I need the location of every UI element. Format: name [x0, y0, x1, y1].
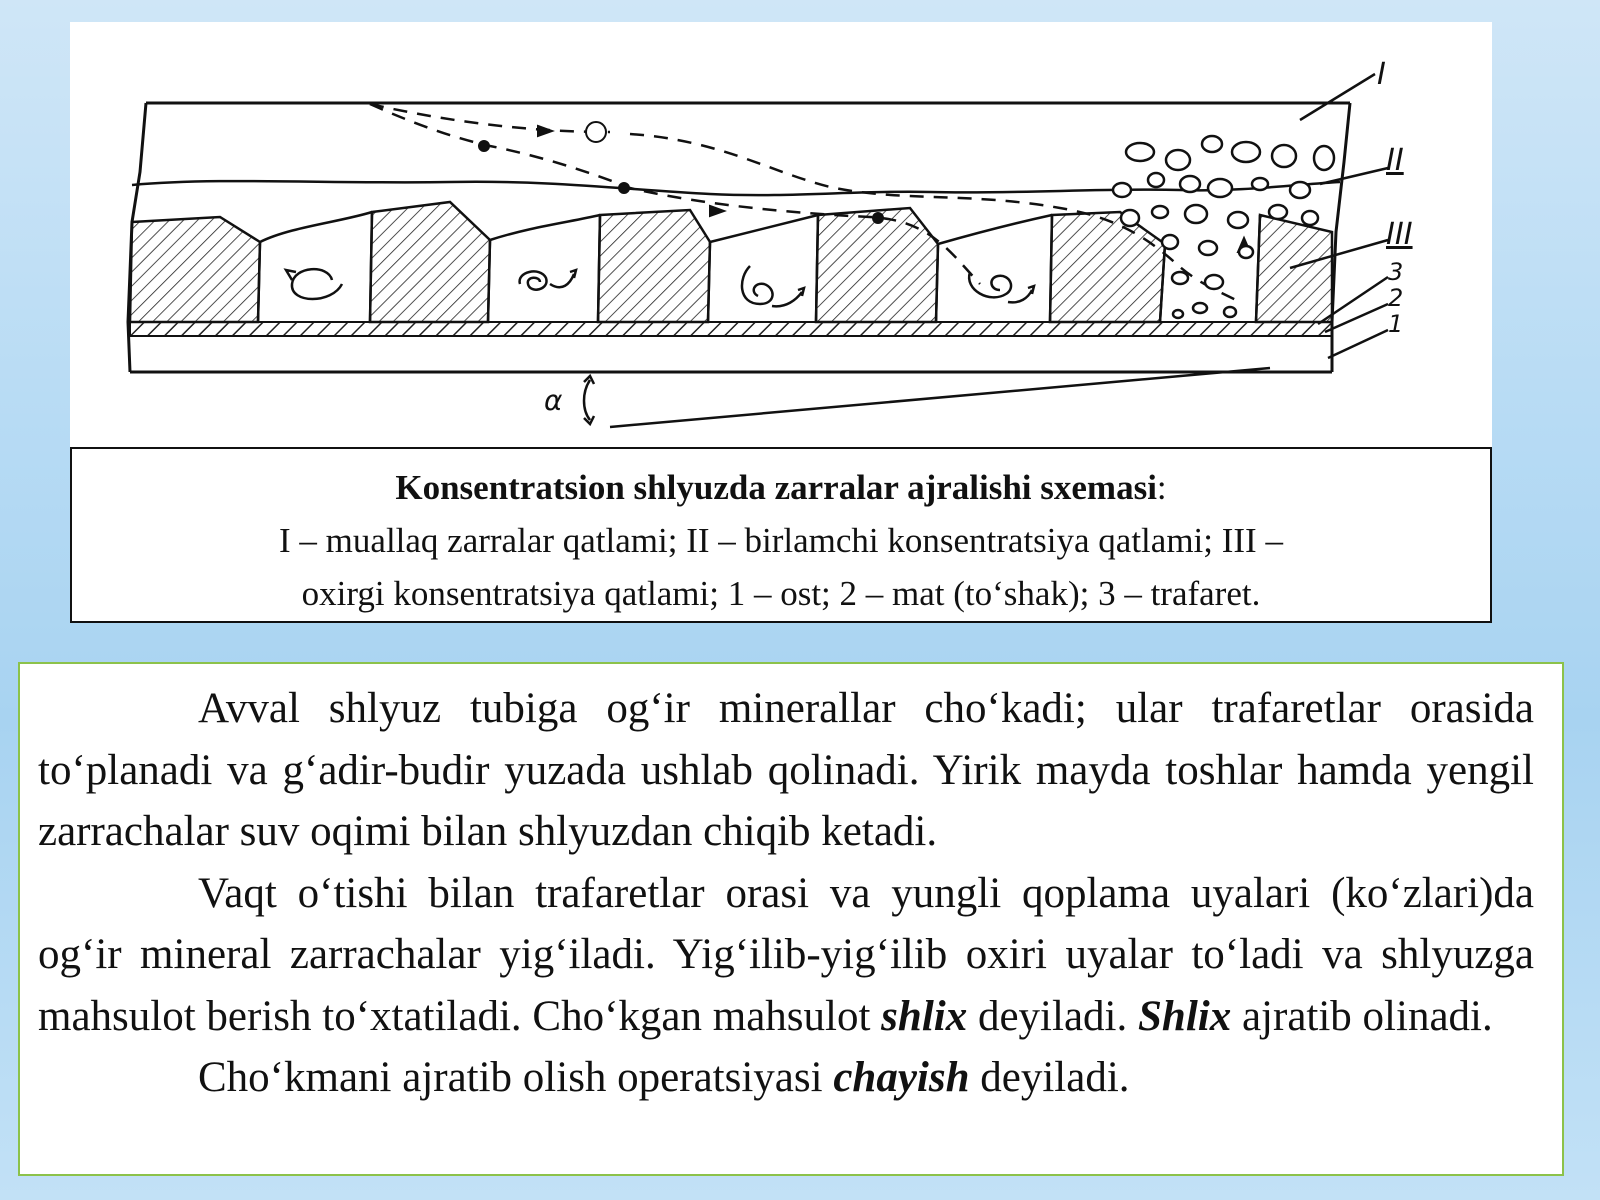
- p3-text-a: Cho‘kmani ajratib olish operatsiyasi: [198, 1054, 834, 1101]
- term-shlix-2: Shlix: [1137, 992, 1232, 1040]
- p2-text-a: Vaqt o‘tishi bilan trafaretlar orasi va yungli qoplama uyalari (ko‘zlari)da og‘ir mineral zarrachalar yig‘iladi. Yig‘ilib-yig‘ilib oxiri uyalar to‘ladi va shlyuzga mahsulot berish to‘xtatiladi. Cho‘kgan mahsulot: [38, 869, 1534, 1040]
- body-text-box: [18, 662, 1564, 1176]
- caption-title-line: [72, 461, 1490, 514]
- base-and-angle: [584, 368, 1270, 427]
- label-II: II: [1386, 143, 1404, 178]
- sluice-diagram-panel: [70, 22, 1492, 447]
- caption-line-2: oxirgi konsentratsiya qatlami; 1 – ost; 2 – mat (to‘shak); 3 – trafaret.: [301, 574, 1261, 613]
- p3-text-b: deyiladi.: [969, 1054, 1130, 1101]
- caption-title-suffix: :: [1156, 468, 1167, 507]
- caption-line-1: I – muallaq zarralar qatlami; II – birlamchi konsentratsiya qatlami; III –: [279, 521, 1283, 560]
- paragraph-1: Avval shlyuz tubiga og‘ir minerallar cho‘kadi; ular trafaretlar orasida to‘planadi va g‘adir-budir yuzada ushlab qolinadi. Yirik mayda toshlar hamda yengil zarrachalar suv oqimi bilan shlyuzdan chiqib ketadi.: [38, 685, 1534, 855]
- trafaret-blocks: [130, 202, 1332, 322]
- paragraph-3: [38, 1047, 1534, 1109]
- label-3: 3: [1388, 258, 1404, 286]
- caption-title: Konsentratsion shlyuzda zarralar ajralishi sxemasi: [395, 468, 1157, 507]
- figure-caption: [70, 447, 1492, 623]
- paragraph-2: [38, 863, 1534, 1048]
- sluice-diagram: [70, 22, 1492, 447]
- p2-text-c: ajratib olinadi.: [1231, 992, 1493, 1040]
- term-shlix: shlix: [881, 992, 968, 1040]
- label-III: III: [1386, 217, 1413, 252]
- label-I: I: [1377, 57, 1386, 92]
- label-1: 1: [1388, 310, 1404, 338]
- label-2: 2: [1388, 284, 1404, 312]
- term-chayish: chayish: [833, 1054, 970, 1101]
- mat-layer: [130, 322, 1332, 336]
- angle-label: α: [544, 384, 563, 417]
- p2-text-b: deyiladi.: [967, 992, 1138, 1040]
